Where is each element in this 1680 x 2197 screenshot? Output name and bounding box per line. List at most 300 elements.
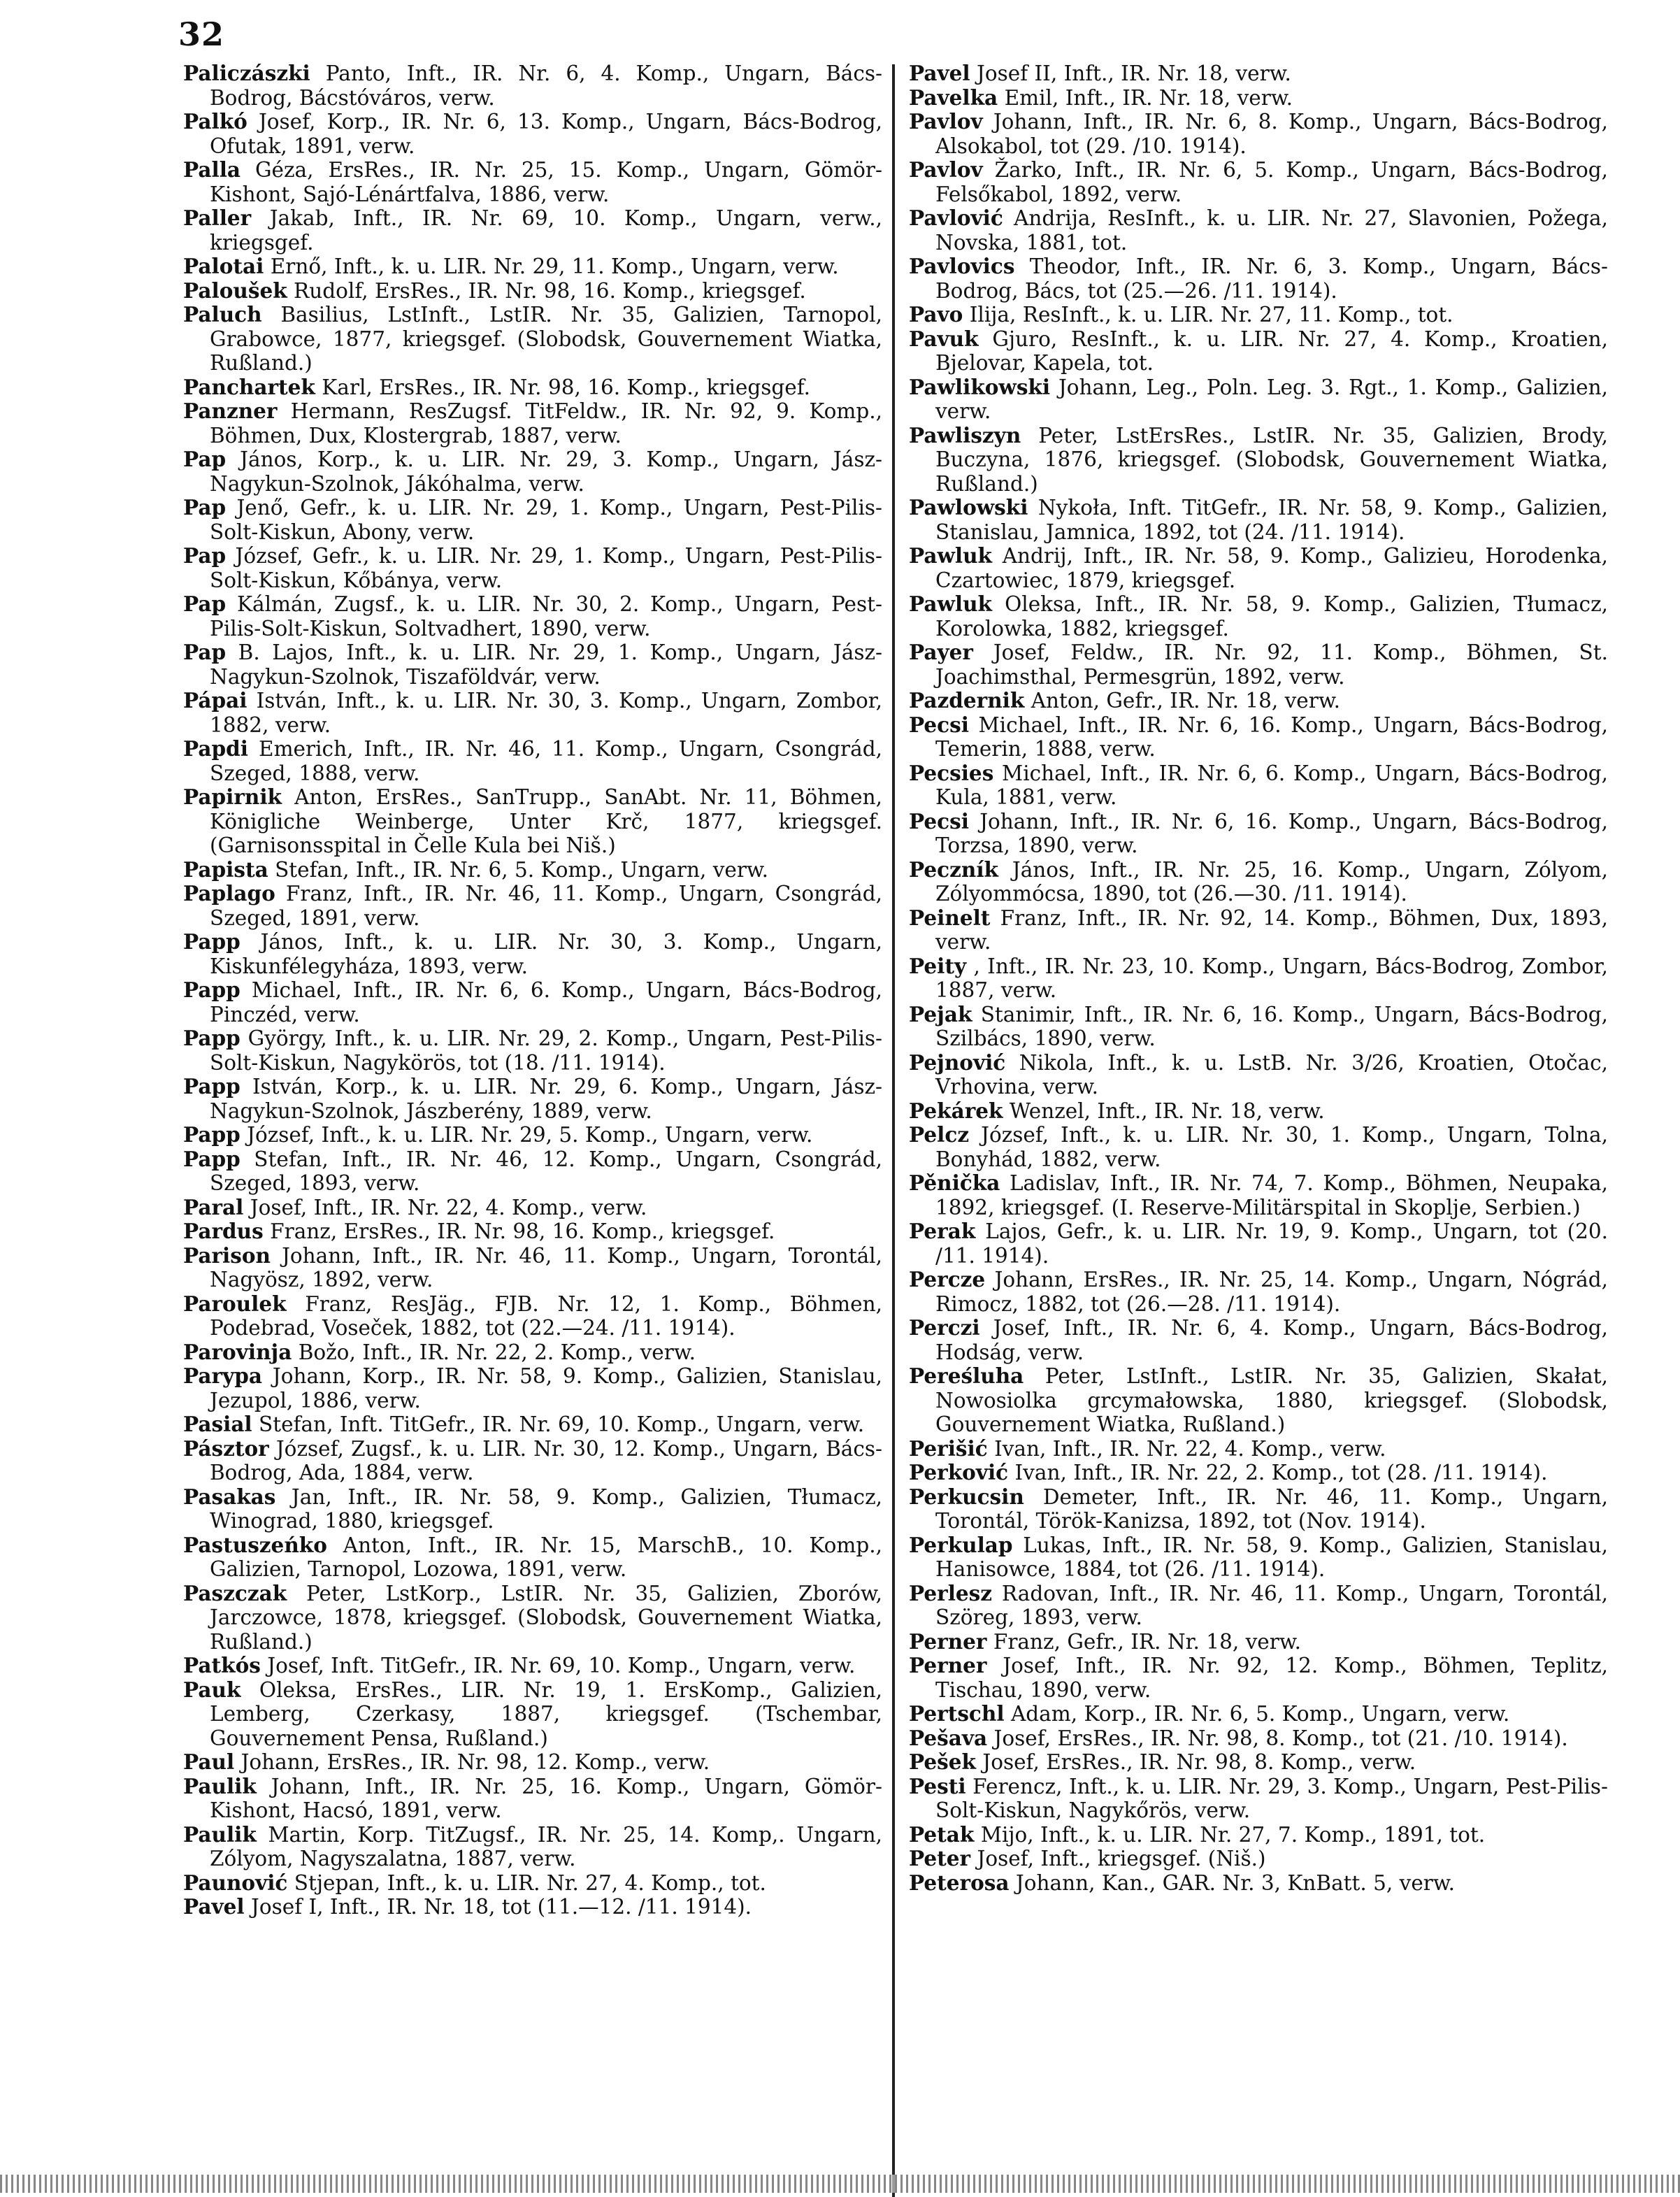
entry-given-name: Ferencz (972, 1774, 1056, 1798)
right-column (909, 62, 1608, 1895)
register-entry (183, 785, 882, 858)
entry-given-name: Andrij (1002, 544, 1067, 568)
entry-surname: Perkucsin (909, 1484, 1024, 1509)
register-entry (909, 110, 1608, 158)
entry-surname: Perišić (909, 1436, 988, 1461)
entry-given-name: Adam (1010, 1702, 1071, 1726)
entry-details: , Inft., IR. Nr. 74, 7. Komp., Böhmen, Neupaka, 1892, kriegsgef. (I. Reserve-Militärspital in Skoplje, Serbien.) (935, 1171, 1608, 1219)
entry-given-name: István (252, 1075, 317, 1098)
entry-given-name: János (240, 448, 297, 471)
entry-surname: Pap (183, 592, 227, 616)
register-entry (909, 1823, 1608, 1847)
register-entry (183, 399, 882, 448)
entry-details: , Zugsf., k. u. LIR. Nr. 30, 2. Komp., Ungarn, Pest-Pilis-Solt-Kiskun, Soltvadhert, 1890, verw. (210, 592, 882, 641)
entry-given-name: Oleksa (259, 1677, 331, 1702)
entry-surname: Pásztor (183, 1436, 269, 1461)
register-entry (183, 1533, 882, 1582)
entry-details: , ErsRes., IR. Nr. 98, 12. Komp., verw. (313, 1750, 710, 1774)
register-entry (183, 1582, 882, 1654)
register-entry (909, 206, 1608, 255)
entry-details: , LstErsRes., LstIR. Nr. 35, Galizien, Brody, Buczyna, 1876, kriegsgef. (Slobodsk, Gouvernement Wiatka, Rußland.) (935, 423, 1608, 496)
entry-details: , Inft., k. u. LIR. Nr. 29, 11. Komp., Ungarn, verw. (321, 255, 839, 278)
register-entry (909, 1316, 1608, 1364)
entry-given-name: István (256, 689, 321, 713)
entry-surname: Paulik (183, 1822, 257, 1847)
register-entry (909, 375, 1608, 424)
entry-details: , Inft., k. u. LIR. Nr. 29, 1. Komp., Ungarn, Jász-Nagykun-Szolnok, Tiszaföldvár, verw. (210, 641, 882, 689)
entry-details: , ErsRes., SanTrupp., SanAbt. Nr. 11, Böhmen, Königliche Weinberge, Unter Krč, 1877, kriegsgef. (Garnisonsspital in Čelle Kula bei Niš.) (210, 785, 882, 857)
entry-surname: Pap (183, 495, 227, 520)
entry-surname: Pešek (909, 1749, 976, 1774)
entry-surname: Pejnović (909, 1050, 1006, 1075)
entry-given-name: Peter (306, 1581, 360, 1605)
entry-surname: Papdi (183, 736, 248, 761)
entry-surname: Paluch (183, 302, 262, 327)
entry-surname: Pavelka (909, 85, 998, 110)
entry-surname: Pap (183, 640, 227, 664)
entry-surname: Pawlikowski (909, 374, 1051, 399)
entry-given-name: Josef (993, 1316, 1044, 1340)
register-entry (909, 1702, 1608, 1726)
entry-details: , Inft., IR. Nr. 23, 10. Komp., Ungarn, Bács-Bodrog, Zombor, 1887, verw. (935, 954, 1608, 1002)
entry-surname: Pardus (183, 1219, 264, 1243)
entry-surname: Pecsi (909, 712, 969, 737)
entry-given-name: Emil (1004, 85, 1052, 110)
register-entry (183, 1775, 882, 1823)
entry-surname: Perner (909, 1653, 987, 1677)
entry-details: , ErsRes., IR. Nr. 25, 15. Komp., Ungarn, Gömör-Kishont, Sajó-Lénártfalva, 1886, verw. (210, 158, 882, 206)
entry-given-name: Emerich (259, 737, 347, 761)
entry-details: , Inft., IR. Nr. 18, verw. (1051, 85, 1293, 110)
entry-given-name: Ladislav (1009, 1171, 1094, 1195)
entry-surname: Peinelt (909, 905, 991, 930)
register-entry (183, 1412, 882, 1437)
page-number: 32 (178, 15, 225, 53)
register-entry (183, 255, 882, 279)
entry-given-name: Stanimir (980, 1002, 1070, 1026)
register-entry (909, 1726, 1608, 1751)
entry-surname: Pápai (183, 688, 247, 713)
register-entry (183, 62, 882, 110)
entry-surname: Pap (183, 543, 227, 568)
entry-given-name: Johann (1015, 1870, 1089, 1895)
register-entry (183, 1654, 882, 1678)
register-entry (183, 1292, 882, 1340)
entry-details: , Inft., k. u. LIR. Nr. 30, 3. Komp., Ungarn, Kiskunfélegyháza, 1893, verw. (210, 930, 882, 978)
entry-given-name: Nykoła (1038, 496, 1112, 520)
entry-surname: Pesti (909, 1773, 966, 1798)
register-entry (909, 641, 1608, 689)
entry-details: , Gefr., IR. Nr. 18, verw. (1054, 1629, 1301, 1654)
register-entry (909, 1003, 1608, 1051)
entry-given-name: Josef (982, 1750, 1033, 1774)
entry-given-name: Ilija (969, 303, 1010, 327)
entry-details: , ErsRes., LIR. Nr. 19, 1. ErsKomp., Galizien, Lemberg, Czerkasy, 1887, kriegsgef. (Tschembar, Gouvernement Pensa, Rußland.) (210, 1677, 882, 1750)
entry-details: , Inft., IR. Nr. 6, 6. Komp., Ungarn, Bács-Bodrog, Pinczéd, verw. (210, 978, 882, 1026)
register-entry (183, 1219, 882, 1244)
entry-surname: Papp (183, 1122, 240, 1147)
entry-details: , Inft., IR. Nr. 58, 9. Komp., Galizien, Tłumacz, Korolowka, 1882, kriegsgef. (935, 592, 1608, 641)
entry-given-name: Johann (993, 110, 1066, 134)
entry-surname: Palla (183, 157, 241, 182)
entry-details: , Inft., IR. Nr. 69, 10. Komp., Ungarn, verw., kriegsgef. (210, 206, 882, 255)
entry-given-name: Josef I (251, 1895, 317, 1919)
entry-details: , ErsRes., IR. Nr. 98, 8. Komp., tot (21. /10. 1914). (1044, 1726, 1568, 1750)
entry-surname: Perak (909, 1219, 976, 1243)
entry-details: , Inft. TitGefr., IR. Nr. 69, 10. Komp., Ungarn, verw. (317, 1654, 856, 1677)
entry-details: , ErsRes., IR. Nr. 25, 14. Komp., Ungarn, Nógrád, Rimocz, 1882, tot (26.—28. /11. 1914). (935, 1268, 1608, 1316)
entry-details: , Korp., IR. Nr. 6, 13. Komp., Ungarn, Bács-Bodrog, Ofutak, 1891, verw. (210, 110, 883, 158)
entry-surname: Papista (183, 857, 268, 882)
entry-details: , Inft., IR. Nr. 46, 11. Komp., Ungarn, Torontál, Szöreg, 1893, verw. (935, 1581, 1608, 1629)
entry-given-name: Franz (270, 1219, 331, 1243)
entry-given-name: Wenzel (1009, 1098, 1084, 1123)
register-entry (183, 1123, 882, 1147)
entry-surname: Paliczászki (183, 61, 310, 85)
register-entry (909, 1171, 1608, 1219)
left-column (183, 62, 882, 1919)
entry-surname: Papp (183, 1146, 240, 1171)
entry-surname: Pelcz (909, 1122, 970, 1147)
entry-given-name: József (981, 1123, 1042, 1147)
entry-details: , Inft., IR. Nr. 6, 5. Komp., Ungarn, verw. (343, 857, 769, 882)
entry-surname: Pap (183, 447, 227, 471)
register-entry (909, 1533, 1608, 1582)
register-entry (183, 1823, 882, 1871)
entry-surname: Pauk (183, 1677, 241, 1702)
entry-given-name: Josef (993, 1726, 1044, 1750)
entry-details: , Korp. TitZugsf., IR. Nr. 25, 14. Komp,. Ungarn, Zólyom, Nagyszalatna, 1887, verw. (210, 1822, 882, 1870)
register-entry (909, 1750, 1608, 1775)
register-entry (183, 641, 882, 689)
register-entry (909, 713, 1608, 761)
register-entry (909, 1364, 1608, 1437)
entry-surname: Patkós (183, 1653, 261, 1677)
entry-details: , Inft. TitGefr., IR. Nr. 69, 10. Komp., Ungarn, verw. (326, 1412, 865, 1436)
entry-given-name: Josef (267, 1654, 318, 1677)
register-entry (909, 1099, 1608, 1124)
entry-given-name: Božo (298, 1340, 350, 1364)
register-entry (183, 1244, 882, 1292)
entry-details: , Inft., IR. Nr. 25, 16. Komp., Ungarn, Zólyom, Zólyommócsa, 1890, tot (26.—30. /11. 1914). (935, 857, 1608, 906)
entry-given-name: Johann (979, 809, 1053, 833)
entry-details: , Inft., IR. Nr. 18, verw. (1084, 1098, 1325, 1123)
entry-details: , Inft., IR. Nr. 46, 11. Komp., Ungarn, Torontál, Török-Kanizsa, 1892, tot (Nov. 1914). (935, 1484, 1608, 1533)
entry-details: , Inft., k. u. LIR. Nr. 30, 1. Komp., Ungarn, Tolna, Bonyhád, 1882, verw. (935, 1123, 1608, 1171)
entry-given-name: Josef (1003, 1654, 1054, 1677)
entry-given-name: Radovan (1001, 1581, 1093, 1605)
entry-details: , Inft., IR. Nr. 6, 16. Komp., Ungarn, Bács-Bodrog, Szilbács, 1890, verw. (935, 1002, 1608, 1050)
entry-details: , Inft., IR. Nr. 22, 4. Komp., verw. (300, 1195, 647, 1219)
entry-given-name: Anton (294, 785, 357, 809)
entry-given-name: Basilius (280, 303, 363, 327)
entry-surname: Perlesz (909, 1580, 993, 1605)
entry-surname: Pavlovics (909, 254, 1015, 278)
entry-details: , Zugsf., k. u. LIR. Nr. 30, 12. Komp., Ungarn, Bács-Bodrog, Ada, 1884, verw. (210, 1436, 882, 1484)
entry-surname: Pěnička (909, 1171, 1000, 1195)
entry-given-name: Karl (322, 375, 366, 399)
register-entry (183, 110, 882, 158)
entry-details: , ErsRes., IR. Nr. 98, 16. Komp., kriegsgef. (361, 278, 806, 303)
entry-given-name: Johann (271, 1774, 344, 1798)
entry-surname: Pazdernik (909, 688, 1025, 713)
entry-surname: Pertschl (909, 1701, 1005, 1726)
register-entry (183, 978, 882, 1026)
entry-given-name: József (247, 1123, 308, 1147)
entry-details: , LstInft., LstIR. Nr. 35, Galizien, Tarnopol, Grabowce, 1877, kriegsgef. (Slobodsk, Gouvernement Wiatka, Rußland.) (210, 303, 882, 375)
entry-details: , Inft., k. u. LIR. Nr. 27, 4. Komp., tot. (373, 1870, 766, 1895)
entry-given-name: Michael (978, 713, 1063, 737)
entry-details: , ResInft., k. u. LIR. Nr. 27, Slavonien, Požega, Novska, 1881, tot. (935, 206, 1609, 255)
entry-details: , Inft., IR. Nr. 58, 9. Komp., Galizien, Stanislau, Hanisowce, 1884, tot (26. /11. 1914). (935, 1533, 1608, 1581)
entry-given-name: Kálmán (236, 592, 317, 616)
entry-details: , LstKorp., LstIR. Nr. 35, Galizien, Zborów, Jarczowce, 1878, kriegsgef. (Slobodsk, Gouvernement Wiatka, Rußland.) (210, 1581, 882, 1654)
register-entry (909, 424, 1608, 496)
register-entry (909, 158, 1608, 206)
entry-surname: Peterosa (909, 1870, 1010, 1895)
entry-given-name: Theodor (1029, 255, 1115, 278)
entry-surname: Payer (909, 640, 973, 664)
entry-details: , Inft., IR. Nr. 6, 8. Komp., Ungarn, Bács-Bodrog, Alsokabol, tot (29. /10. 1914). (935, 110, 1608, 158)
entry-given-name: Josef II (977, 62, 1051, 85)
entry-given-name: Michael (1002, 761, 1086, 785)
entry-details: , Inft., IR. Nr. 6, 3. Komp., Ungarn, Bács-Bodrog, Bács, tot (25.—26. /11. 1914). (935, 255, 1608, 303)
entry-surname: Papp (183, 978, 240, 1002)
entry-surname: Peity (909, 953, 967, 978)
entry-details: , Inft. TitGefr., IR. Nr. 58, 9. Komp., Galizien, Stanislau, Jamnica, 1892, tot (24. /11. 1914). (935, 496, 1608, 544)
entry-surname: Pavel (909, 61, 970, 85)
entry-given-name: Jakab (269, 206, 329, 230)
register-entry (909, 1123, 1608, 1171)
entry-details: , Inft., k. u. LstB. Nr. 3/26, Kroatien, Otočac, Vrhovina, verw. (935, 1050, 1608, 1098)
entry-details: , ErsRes., IR. Nr. 98, 16. Komp., kriegsgef. (366, 375, 810, 399)
entry-details: , Inft., IR. Nr. 92, 12. Komp., Böhmen, Teplitz, Tischau, 1890, verw. (935, 1654, 1608, 1702)
entry-details: , Inft., k. u. LIR. Nr. 29, 3. Komp., Ungarn, Pest-Pilis-Solt-Kiskun, Nagykőrös, verw. (935, 1774, 1608, 1822)
register-entry (183, 1026, 882, 1075)
entry-given-name: Josef (258, 110, 309, 134)
entry-given-name: József (235, 544, 297, 568)
entry-given-name: Panto (325, 62, 385, 85)
entry-surname: Pecsi (909, 808, 969, 833)
register-entry (909, 1654, 1608, 1702)
entry-given-name: Anton (1031, 689, 1093, 713)
entry-given-name: Franz (285, 882, 347, 906)
register-entry (909, 496, 1608, 544)
entry-surname: Perković (909, 1460, 1009, 1484)
register-entry (183, 303, 882, 375)
entry-given-name: Johann (272, 1364, 346, 1388)
register-entry (183, 279, 882, 303)
register-entry (909, 858, 1608, 906)
entry-details: , LstInft., LstIR. Nr. 35, Galizien, Skałat, Nowosiolka grcymałowska, 1880, kriegsgef. (Slobodsk, Gouvernement Wiatka, Rußland.) (935, 1364, 1608, 1436)
entry-given-name: Martin (268, 1822, 340, 1847)
entry-details: , Inft., IR. Nr. 58, 9. Komp., Galizien, Tłumacz, Winograd, 1880, kriegsgef. (210, 1484, 882, 1533)
entry-details: , Inft., IR. Nr. 46, 12. Komp., Ungarn, Csongrád, Szeged, 1893, verw. (210, 1147, 882, 1195)
entry-details: , Inft., IR. Nr. 22, 4. Komp., verw. (1039, 1436, 1386, 1461)
entry-surname: Pawliszyn (909, 422, 1021, 448)
register-entry (909, 1051, 1608, 1099)
entry-surname: Pavlov (909, 109, 983, 134)
entry-surname: Pavel (183, 1894, 245, 1919)
entry-details: , Inft., IR. Nr. 92, 14. Komp., Böhmen, Dux, 1893, verw. (935, 906, 1608, 954)
entry-given-name: Oleksa (1005, 592, 1076, 616)
entry-given-name: Géza (254, 158, 308, 182)
entry-given-name: Ernő (270, 255, 322, 278)
entry-surname: Papp (183, 1074, 240, 1098)
entry-details: , Inft., IR. Nr. 6, 16. Komp., Ungarn, Bács-Bodrog, Torzsa, 1890, verw. (935, 809, 1608, 857)
entry-surname: Pavlov (909, 157, 983, 182)
entry-given-name: János (260, 930, 317, 954)
entry-details: , Inft., IR. Nr. 22, 2. Komp., tot (28. /11. 1914). (1060, 1461, 1548, 1484)
entry-given-name: Andrija (1014, 206, 1091, 230)
register-entry (183, 1196, 882, 1220)
entry-details: , Inft., IR. Nr. 18, verw. (1050, 62, 1291, 85)
entry-given-name: Žarko (994, 158, 1056, 182)
entry-given-name: Johann (994, 1268, 1068, 1291)
entry-surname: Pawluk (909, 592, 992, 616)
register-entry (909, 810, 1608, 858)
entry-surname: Paroulek (183, 1291, 287, 1316)
entry-details: , ResJäg., FJB. Nr. 12, 1. Komp., Böhmen, Podebrad, Voseček, 1882, tot (22.—24. /11. 1914). (210, 1291, 882, 1340)
entry-given-name: Rudolf (294, 278, 362, 303)
column-divider (892, 64, 895, 2197)
entry-given-name: Mijo (980, 1822, 1028, 1847)
entry-surname: Pasakas (183, 1484, 276, 1509)
entry-given-name: Franz (1000, 906, 1061, 930)
entry-surname: Paul (183, 1749, 235, 1774)
entry-surname: Paller (183, 206, 252, 230)
register-entry (183, 1075, 882, 1123)
entry-given-name: Demeter (1042, 1484, 1132, 1509)
entry-surname: Panzner (183, 399, 278, 423)
entry-surname: Perkulap (909, 1532, 1013, 1557)
entry-surname: Paulik (183, 1773, 257, 1798)
entry-details: , Feldw., IR. Nr. 92, 11. Komp., Böhmen, St. Joachimsthal, Permesgrün, 1892, verw. (935, 641, 1608, 689)
register-entry (909, 1268, 1608, 1316)
register-entry (183, 1871, 882, 1896)
register-entry (909, 86, 1608, 110)
entry-given-name: Stjepan (294, 1870, 374, 1895)
entry-surname: Parison (183, 1243, 271, 1268)
entry-details: , Inft., IR. Nr. 6, 5. Komp., Ungarn, Bács-Bodrog, Felsőkabol, 1892, verw. (935, 158, 1608, 206)
entry-surname: Pešava (909, 1725, 988, 1750)
entry-surname: Papp (183, 929, 240, 954)
entry-surname: Palotai (183, 254, 264, 278)
entry-given-name: Johann (282, 1243, 355, 1268)
entry-details: , Gefr., k. u. LIR. Nr. 29, 1. Komp., Ungarn, Pest-Pilis-Solt-Kiskun, Kőbánya, verw. (210, 544, 882, 592)
entry-surname: Pekárek (909, 1098, 1003, 1123)
entry-surname: Pereśluha (909, 1364, 1024, 1388)
entry-surname: Petak (909, 1822, 975, 1847)
entry-given-name: Stefan (259, 1412, 327, 1436)
register-entry (909, 954, 1608, 1003)
entry-given-name: György (247, 1026, 321, 1050)
entry-given-name: János (1012, 857, 1070, 882)
entry-surname: Perczi (909, 1315, 980, 1340)
register-entry (909, 62, 1608, 86)
entry-details: , ErsRes., IR. Nr. 98, 8. Komp., verw. (1033, 1750, 1416, 1774)
entry-details: , Inft., IR. Nr. 6, 4. Komp., Ungarn, Bács-Bodrog, Hodság, verw. (935, 1316, 1608, 1364)
entry-surname: Pawluk (909, 543, 992, 568)
register-entry (183, 689, 882, 737)
entry-details: , Inft., IR. Nr. 6, 4. Komp., Ungarn, Bács-Bodrog, Bácstóváros, verw. (210, 62, 882, 110)
entry-details: , ResInft., k. u. LIR. Nr. 27, 4. Komp., Kroatien, Bjelovar, Kapela, tot. (935, 327, 1608, 375)
entry-details: , Inft., IR. Nr. 6, 16. Komp., Ungarn, Bács-Bodrog, Temerin, 1888, verw. (935, 713, 1608, 761)
entry-details: , Korp., k. u. LIR. Nr. 29, 3. Komp., Ungarn, Jász-Nagykun-Szolnok, Jákóhalma, verw. (210, 448, 882, 496)
register-entry (909, 1630, 1608, 1654)
register-entry (183, 1895, 882, 1919)
register-entry (909, 1219, 1608, 1268)
register-entry (909, 1485, 1608, 1533)
register-entry (183, 448, 882, 496)
register-entry (183, 496, 882, 544)
entry-surname: Panchartek (183, 374, 315, 399)
register-entry (909, 1847, 1608, 1871)
entry-details: , Inft., k. u. LIR. Nr. 29, 5. Komp., Ungarn, verw. (308, 1123, 813, 1147)
entry-given-name: Gjuro (992, 327, 1051, 351)
entry-details: , Inft., kriegsgef. (Niš.) (1027, 1847, 1266, 1870)
entry-details: , ResZugsf. TitFeldw., IR. Nr. 92, 9. Komp., Böhmen, Dux, Klostergrab, 1887, verw. (210, 399, 882, 448)
entry-given-name: B. Lajos (238, 641, 328, 664)
entry-surname: Pasial (183, 1412, 252, 1436)
entry-given-name: Lajos (985, 1219, 1041, 1243)
entry-surname: Paszczak (183, 1580, 287, 1605)
register-entry (183, 1678, 882, 1751)
entry-given-name: Lukas (1023, 1533, 1086, 1557)
entry-given-name: Stefan (254, 1147, 322, 1171)
entry-details: , Leg., Poln. Leg. 3. Rgt., 1. Komp., Galizien, verw. (935, 375, 1608, 423)
entry-given-name: Nikola (1019, 1050, 1088, 1075)
entry-given-name: Johann (1058, 375, 1132, 399)
register-entry (183, 737, 882, 785)
entry-given-name: Jan (291, 1484, 326, 1509)
entry-details: , ErsRes., IR. Nr. 98, 16. Komp., kriegsgef. (330, 1219, 775, 1243)
entry-surname: Pavlović (909, 206, 1003, 230)
register-entry (909, 303, 1608, 327)
register-entry (183, 375, 882, 400)
entry-surname: Parypa (183, 1364, 262, 1388)
entry-given-name: Hermann (290, 399, 389, 423)
entry-given-name: Michael (251, 978, 336, 1002)
entry-surname: Percze (909, 1267, 986, 1291)
register-entry (909, 1437, 1608, 1461)
register-entry (183, 1750, 882, 1775)
entry-details: , Korp., IR. Nr. 58, 9. Komp., Galizien, Stanislau, Jezupol, 1886, verw. (210, 1364, 882, 1412)
entry-surname: Pecsies (909, 760, 994, 785)
entry-surname: Parovinja (183, 1339, 292, 1364)
register-entry (183, 858, 882, 882)
entry-surname: Peczník (909, 857, 998, 882)
register-entry (909, 327, 1608, 375)
entry-details: , Inft., k. u. LIR. Nr. 30, 3. Komp., Ungarn, Zombor, 1882, verw. (210, 689, 882, 737)
register-entry (183, 1147, 882, 1196)
register-entry (183, 1364, 882, 1412)
entry-surname: Pavo (909, 302, 963, 327)
entry-surname: Pastuszeńko (183, 1532, 327, 1557)
register-entry (909, 544, 1608, 592)
entry-given-name: Johann (240, 1750, 314, 1774)
register-entry (909, 1775, 1608, 1823)
entry-details: , Inft., IR. Nr. 46, 11. Komp., Ungarn, Csongrád, Szeged, 1891, verw. (210, 882, 882, 930)
entry-details: , Korp., k. u. LIR. Nr. 29, 6. Komp., Ungarn, Jász-Nagykun-Szolnok, Jászberény, 1889, verw. (210, 1075, 882, 1123)
entry-surname: Papp (183, 1026, 240, 1050)
register-entry (909, 1461, 1608, 1485)
entry-details: , Gefr., k. u. LIR. Nr. 29, 1. Komp., Ungarn, Pest-Pilis-Solt-Kiskun, Abony, verw. (210, 496, 882, 544)
entry-given-name: Josef (993, 641, 1044, 664)
register-entry (909, 1582, 1608, 1630)
register-entry (909, 1871, 1608, 1896)
entry-details: , Korp., IR. Nr. 6, 5. Komp., Ungarn, verw. (1070, 1702, 1510, 1726)
